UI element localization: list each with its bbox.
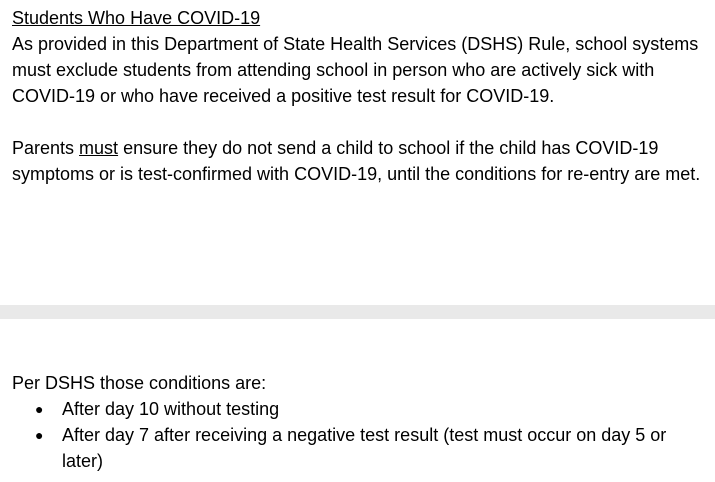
document-section-students-covid	[12, 5, 705, 187]
bullet-icon: ●	[35, 401, 44, 417]
page-break-divider	[0, 305, 715, 319]
paragraph-spacer	[12, 109, 705, 135]
parents-paragraph	[12, 135, 705, 187]
exclusion-paragraph: As provided in this Department of State Health Services (DSHS) Rule, school systems must exclude students from attending school in person who are actively sick with COVID-19 or who have received a positive test result for COVID-19.	[12, 34, 699, 106]
conditions-list	[12, 396, 705, 474]
section-heading: Students Who Have COVID-19	[12, 8, 261, 28]
must-emphasis: must	[79, 138, 119, 158]
parents-text-start: Parents	[12, 138, 80, 158]
list-item	[12, 396, 705, 422]
document-section-conditions	[12, 370, 705, 474]
parents-text-end: ensure they do not send a child to school if the child has COVID-19 symptoms or is test-confirmed with COVID-19, until the conditions for re-entry are met.	[12, 138, 701, 184]
list-item	[12, 422, 705, 474]
list-item-text: After day 7 after receiving a negative test result (test must occur on day 5 or later)	[62, 425, 667, 471]
list-item-text: After day 10 without testing	[62, 399, 280, 419]
bullet-icon: ●	[35, 427, 44, 443]
conditions-intro: Per DSHS those conditions are:	[12, 373, 267, 393]
